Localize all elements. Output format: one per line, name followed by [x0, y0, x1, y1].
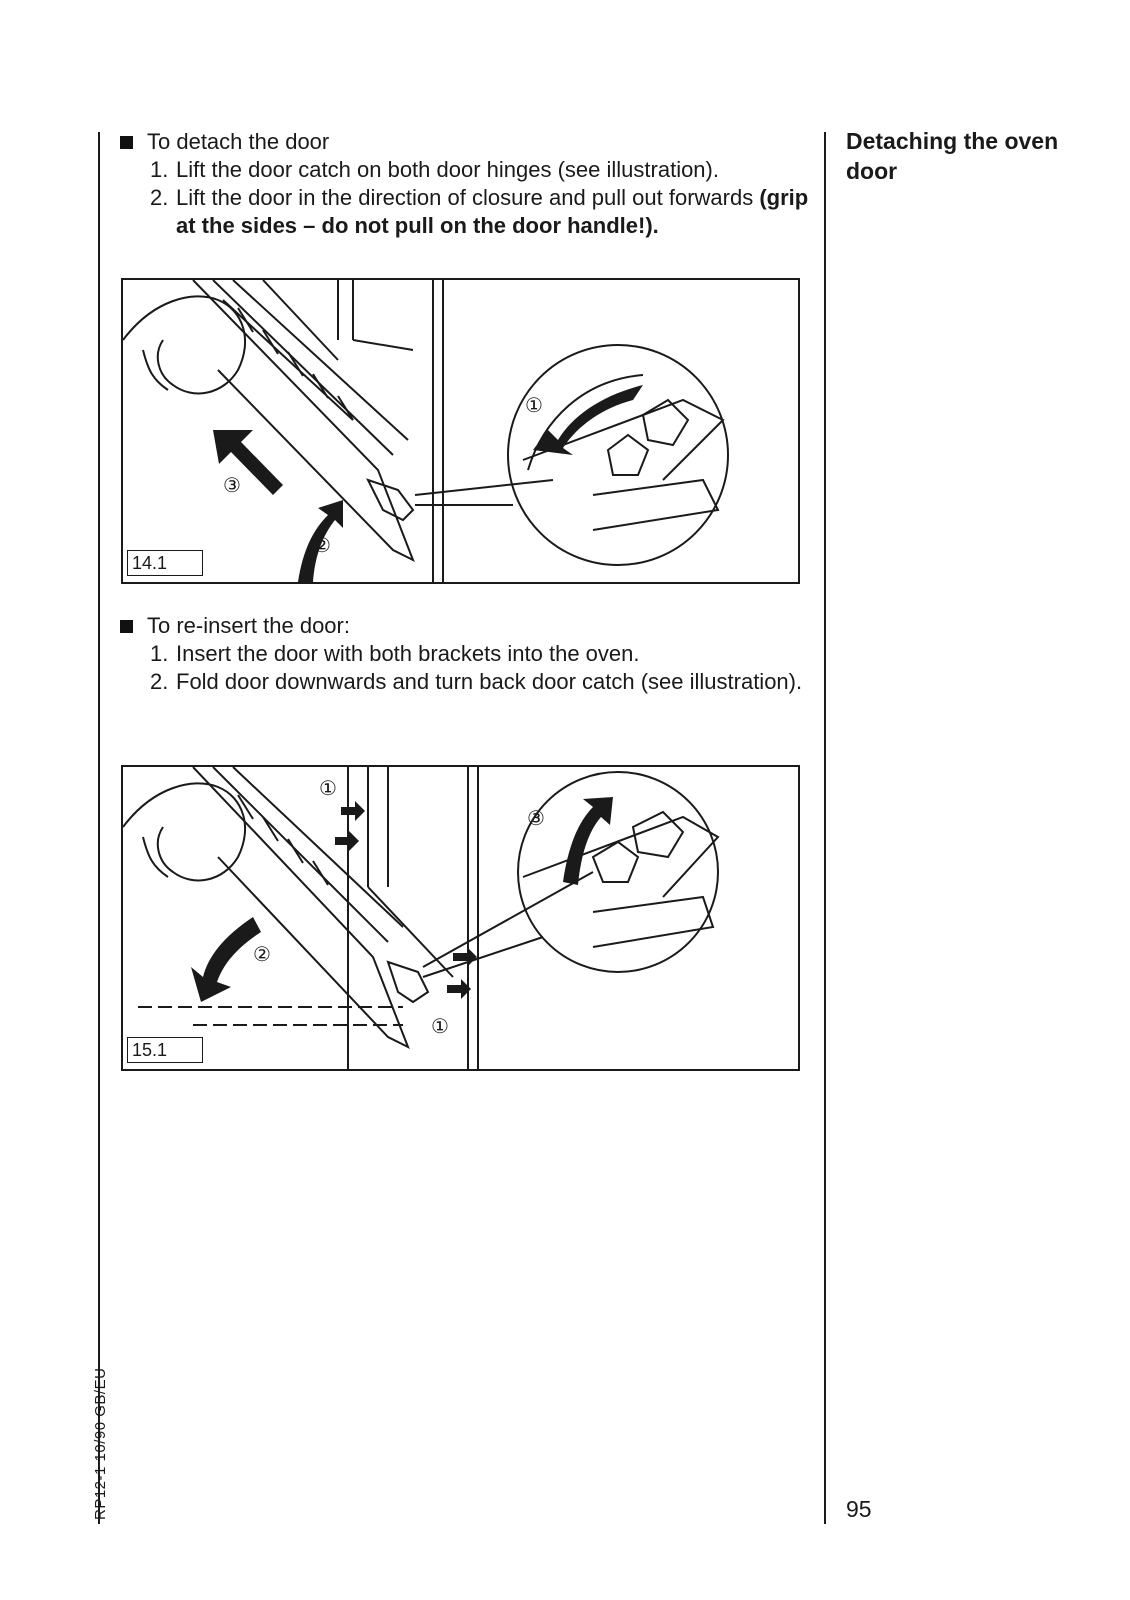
door-reinsert-illustration [123, 767, 798, 1069]
reinsert-step-1: 1. Insert the door with both brackets into the oven. [150, 641, 640, 666]
bullet-square-icon [120, 620, 133, 633]
turn-back-arrow-icon [563, 797, 613, 885]
reinsert-steps [120, 640, 810, 696]
reinsert-instructions [120, 612, 810, 696]
document-code: RP12-1 10/90 GB/EU [92, 1367, 109, 1520]
right-margin-rule [824, 132, 826, 1524]
insert-arrow-icon [341, 801, 365, 821]
callout-1: ① [525, 393, 543, 417]
figure-15-1 [121, 765, 800, 1071]
detach-step-1: 1. Lift the door catch on both door hinges (see illustration). [150, 157, 719, 182]
callout-2: ② [253, 942, 271, 966]
callout-1-bottom: ① [431, 1014, 449, 1038]
rotate-catch-arrow-icon [533, 385, 643, 455]
detach-intro: To detach the door [120, 128, 810, 156]
detach-instructions [120, 128, 810, 240]
section-heading: Detaching the oven door [846, 128, 1059, 184]
callout-3: ③ [527, 806, 545, 830]
bullet-square-icon [120, 136, 133, 149]
detach-step-2: 2. Lift the door in the direction of closure and pull out forwards (grip at the sides – do not pull on the door handle!). [150, 185, 809, 238]
reinsert-step-2: 2. Fold door downwards and turn back door catch (see illustration). [150, 669, 803, 694]
detach-warning: (grip at the sides – do not pull on the door handle!). [176, 185, 809, 238]
figure-label: 14.1 [127, 550, 203, 576]
callout-1-top: ① [319, 776, 337, 800]
door-detach-illustration [123, 280, 798, 582]
left-margin-rule [98, 132, 100, 1524]
callout-2: ② [313, 533, 331, 557]
figure-14-1 [121, 278, 800, 584]
fold-down-arrow-icon [191, 917, 261, 1002]
page-number: 95 [846, 1496, 872, 1522]
detach-steps [120, 156, 810, 240]
reinsert-intro: To re-insert the door: [120, 612, 810, 640]
figure-label: 15.1 [127, 1037, 203, 1063]
callout-3: ③ [223, 473, 241, 497]
